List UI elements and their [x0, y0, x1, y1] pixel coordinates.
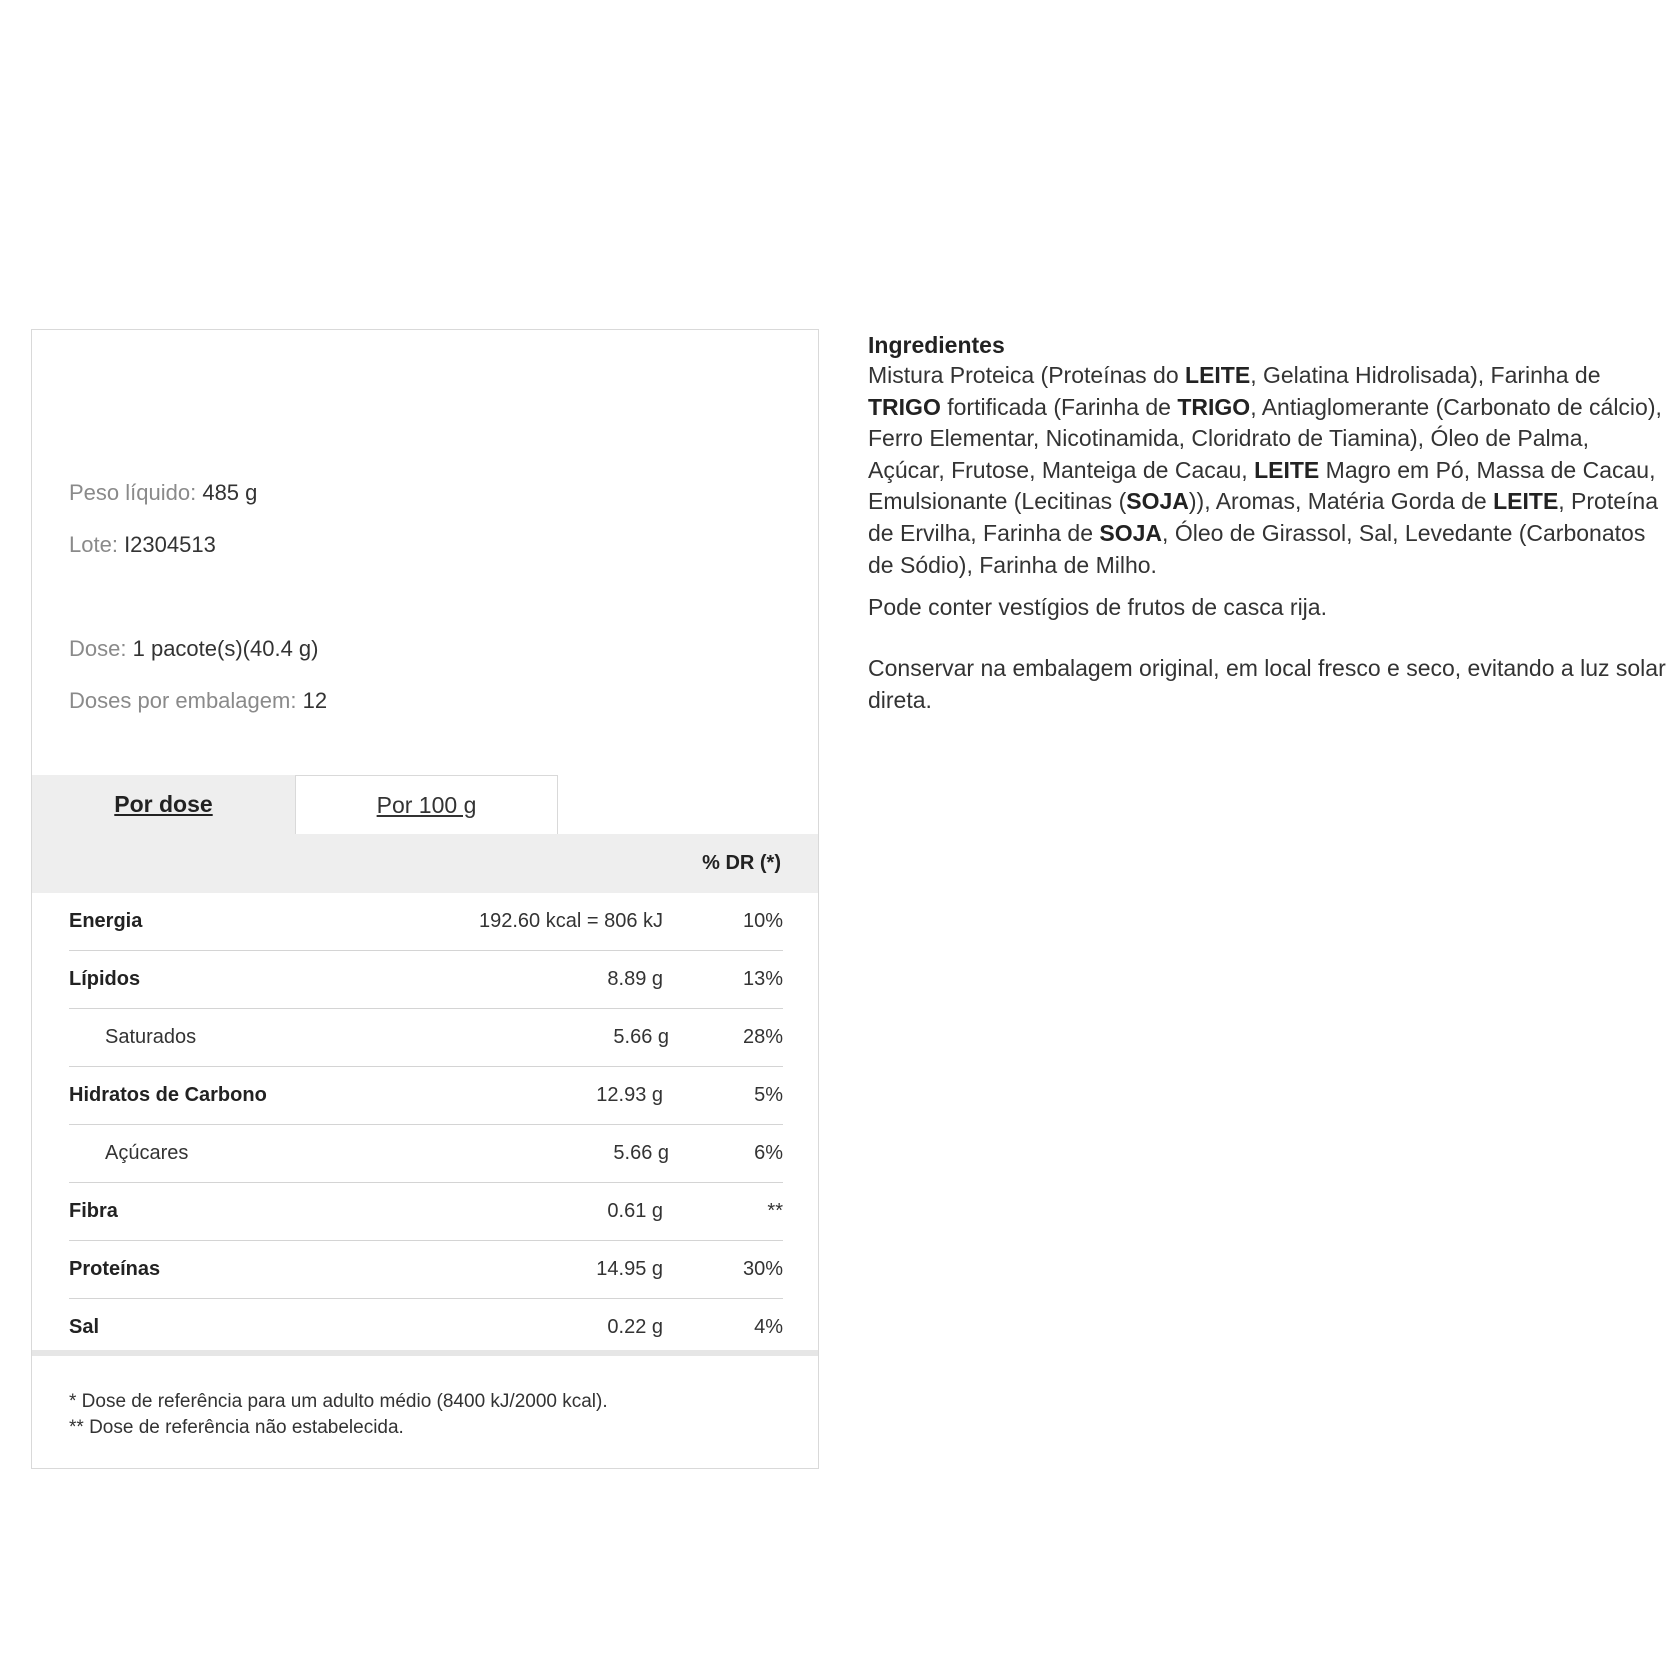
nutrient-value: 14.95 g	[596, 1258, 663, 1280]
ingredients-segment: Mistura Proteica (Proteínas do	[868, 362, 1186, 388]
net-weight-value: 485 g	[202, 480, 258, 505]
allergen-text: TRIGO	[1177, 393, 1251, 420]
nutrient-value: 8.89 g	[607, 968, 663, 990]
nutrient-dr: 5%	[754, 1084, 783, 1106]
nutrient-label: Lípidos	[69, 968, 141, 990]
nutrient-value: 5.66 g	[613, 1142, 669, 1164]
allergen-text: LEITE	[1493, 488, 1559, 515]
doses-per-package	[69, 688, 327, 714]
trace-note: Pode conter vestígios de frutos de casca rija.	[868, 594, 1327, 620]
storage-note: Conservar na embalagem original, em local fresco e seco, evitando a luz solar direta.	[868, 655, 1666, 713]
table-row	[69, 893, 783, 951]
table-row	[69, 951, 783, 1009]
nutrient-label: Sal	[69, 1316, 100, 1338]
net-weight-label: Peso líquido:	[69, 480, 197, 505]
nutrition-card	[31, 329, 819, 1469]
ingredients-segment: , Antiaglomerante (Carbonato de cálcio), Ferro Elementar, Nicotinamida, Cloridrato de Tiamina), Óleo de Palma, Açúcar, Frutose, Manteiga de Cacau,	[868, 393, 1662, 483]
nutrient-label: Hidratos de Carbono	[69, 1084, 267, 1106]
footer-divider	[32, 1350, 818, 1356]
nutrient-dr: 4%	[754, 1316, 783, 1338]
allergen-text: LEITE	[1254, 456, 1320, 483]
ingredients-segment: , Óleo de Girassol, Sal, Levedante (Carbonatos de Sódio), Farinha de Milho.	[868, 519, 1646, 578]
table-row	[69, 1009, 783, 1067]
lot	[69, 532, 216, 558]
footnotes	[69, 1389, 608, 1441]
allergen-text: SOJA	[1126, 488, 1189, 515]
ingredients-segment: , Proteína de Ervilha, Farinha de	[868, 488, 1659, 546]
dose	[69, 636, 318, 662]
table-row	[69, 1067, 783, 1125]
lot-value: I2304513	[124, 532, 216, 557]
dr-column-header: % DR (*)	[702, 852, 781, 874]
nutrient-dr: 6%	[754, 1142, 783, 1164]
allergen-text: SOJA	[1099, 519, 1163, 546]
nutrient-dr: 10%	[742, 910, 783, 932]
nutrition-tabs	[32, 775, 818, 834]
table-row	[69, 1241, 783, 1299]
nutrient-value: 5.66 g	[613, 1026, 669, 1048]
table-row	[69, 1299, 783, 1356]
dose-value: 1 pacote(s)(40.4 g)	[132, 636, 319, 661]
nutrient-value: 0.61 g	[607, 1200, 663, 1222]
nutrient-value: 192.60 kcal = 806 kJ	[478, 910, 663, 932]
allergen-text: TRIGO	[868, 393, 941, 420]
nutrient-label: Açúcares	[105, 1142, 189, 1164]
footnote-reference-dose: * Dose de referência para um adulto médio (8400 kJ/2000 kcal).	[69, 1391, 608, 1412]
doses-per-package-value: 12	[302, 688, 328, 713]
nutrient-dr: 30%	[742, 1258, 783, 1280]
net-weight	[69, 480, 257, 506]
tab-per-dose[interactable]: Por dose	[32, 775, 295, 834]
table-row	[69, 1125, 783, 1183]
allergen-text: LEITE	[1185, 362, 1251, 388]
nutrient-label: Fibra	[69, 1200, 118, 1222]
nutrient-label: Saturados	[105, 1026, 197, 1048]
nutrient-dr: **	[767, 1200, 783, 1222]
nutrient-label: Energia	[69, 910, 143, 932]
dose-label: Dose:	[69, 636, 127, 661]
nutrient-dr: 13%	[742, 968, 783, 990]
nutrient-value: 0.22 g	[607, 1316, 663, 1338]
lot-label: Lote:	[69, 532, 118, 557]
ingredients-segment: )), Aromas, Matéria Gorda de	[1188, 488, 1494, 515]
nutrient-dr: 28%	[742, 1026, 783, 1048]
doses-per-package-label: Doses por embalagem:	[69, 688, 297, 713]
nutrient-value: 12.93 g	[596, 1084, 663, 1106]
nutrient-label: Proteínas	[69, 1258, 161, 1280]
table-row	[69, 1183, 783, 1241]
ingredients-segment: , Gelatina Hidrolisada), Farinha de	[1250, 362, 1601, 388]
table-header	[32, 834, 818, 893]
ingredients-text	[868, 360, 1668, 581]
footnote-not-established: ** Dose de referência não estabelecida.	[69, 1417, 404, 1438]
ingredients-segment: fortificada (Farinha de	[940, 393, 1178, 420]
tab-per-100g[interactable]: Por 100 g	[295, 775, 558, 834]
ingredients-title: Ingredientes	[868, 332, 1005, 358]
ingredients-segment: Magro em Pó, Massa de Cacau, Emulsionante (Lecitinas (	[868, 456, 1656, 515]
nutrition-table	[69, 893, 783, 1356]
